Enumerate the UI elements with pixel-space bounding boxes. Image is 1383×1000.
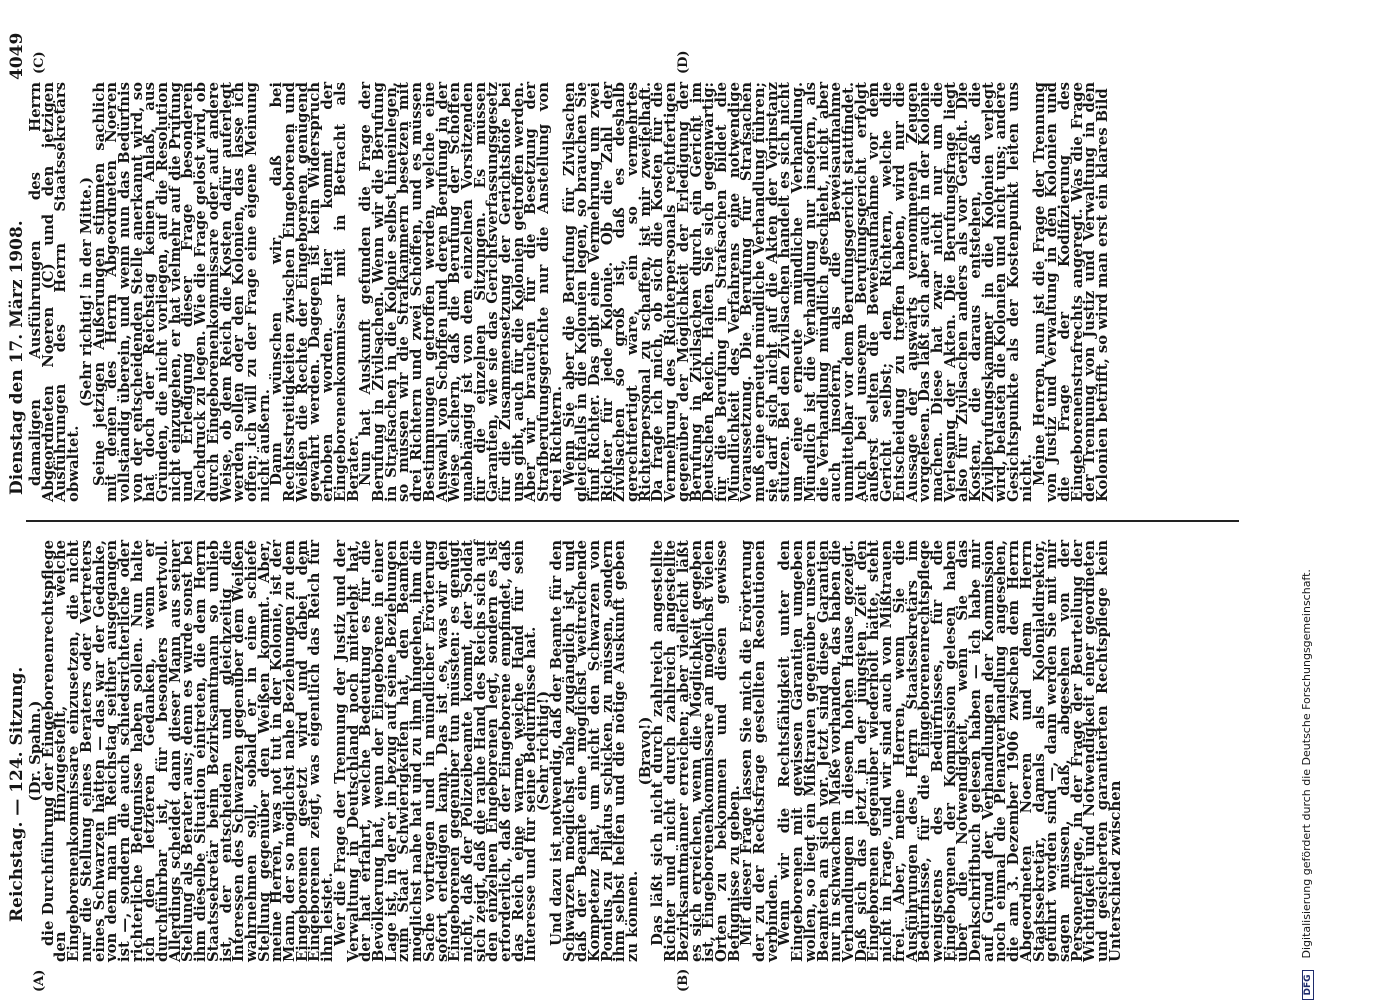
- margin-mark-c: (C): [32, 51, 47, 74]
- dfg-logo-badge: DFG: [1302, 970, 1314, 1000]
- paragraph: Das läßt sich nicht durch zahlreich angestellte Richter und nicht durch zahlreich angestellte Bezirksamtmänner erreichen; aber vielleicht läßt es sich erreichen, wenn die Möglichkeit gegeben ist, Eingeborenenkommissare an möglichst vielen Orten zu bekommen und diesen gewisse Befugnisse zu geben.: [649, 540, 743, 962]
- digitization-note: [1300, 0, 1314, 1000]
- paragraph: Wenn wir die Rechtsfähigkeit unter den Eingeborenen mit gewissen Garantien umgeben wollen, so liegt ein Mißtrauen gegenüber unseren Beamten an sich vor. Jetzt sind diese Garantien nur in schwachem Maße vorhanden, das haben die Verhandlungen in diesem hohen Hause gezeigt. Daß sich das jetzt in der jüngsten Zeit den Eingeborenen gegenüber wiederholt hätte, steht nicht in Frage, und wir sind auch von Mißtrauen frei. Aber, meine Herren, wenn Sie die Ausführungen des Herrn Staatssekretärs im Bedürfnisse, für die Eingeborenenrechtspflege wenigstens des Bedürfnisses, für die Eingeborenen der Kommission gelesen haben über die Notwendigkeit, wenn Sie das Denkschriftbuch gelesen haben — ich habe mir auf Grund der Verhandlungen der Kommission noch einmal die Plenarverhandlung angesehen, die am 3. Dezember 1906 zwischen dem Herrn Abgeordneten Noeren und dem Herrn Staatssekretär, damals als Kolonialdirektor, geführt worden sind —, dann werden Sie mit mir sagen müssen, daß, abgesehen von der Personenfrage, in der Frage der Beurteilung der Wichtigkeit und Notwendigkeit einer geordneten und gesicherten garantierten Rechtspflege kein Unterschied zwischen: [776, 540, 1124, 962]
- paragraph: damaligen Ausführungen des Herrn Abgeordneten Noeren (C) und den jetzigen Ausführungen des Herrn Staatssekretärs obwaltet.: [27, 82, 83, 502]
- margin-mark-b: (B): [676, 968, 691, 992]
- margin-mark-a: (A): [32, 969, 47, 992]
- interjection: (Sehr richtig!): [535, 690, 553, 812]
- paragraph: Dann wünschen wir, daß bei Rechtsstreitigkeiten zwischen Eingeborenen und Weißen die Rechte der Eingeborenen genügend gewahrt werden. Dagegen ist kein Widerspruch erhoben worden. Hier kommt der Eingeborenenkommissar mit in Betracht als Berater.: [268, 82, 362, 502]
- margin-mark-d: (D): [676, 50, 691, 74]
- column-divider: [26, 520, 1239, 522]
- interjection: (Sehr richtig! in der Mitte.): [77, 177, 95, 407]
- running-header-date: Dienstag den 17. März 1908.: [7, 220, 27, 495]
- paragraph: die Durchführung der Eingeborenenrechtspflege den Hinzugestellt, welche Eingeborenenkommissare einzusetzen, die nicht nur die Stellung eines Beraters oder Vertreters eines Schwarzen hätten — das war der Gedanke, von dem man im Reichstag seither ausgegangen ist —, sondern die auch schiedsrichterliche oder richterliche Befugnisse haben sollen. Nun halte ich den letzteren Gedanken, wenn er durchführbar ist, für besonders wertvoll. Allerdings scheidet dann dieser Mann aus seiner Stellung als Berater aus; denn es würde sonst bei ihm dieselbe Situation eintreten, die dem Herrn Staatssekretär beim Bezirksamtmann so unlieb ist, der entscheiden und gleichzeitig die Interessen des Schwarzen gegenüber dem Weißen wahrnehmen soll, sobald er in eine schiefe Stellung gegenüber den Weißen kommt. Aber, meine Herren, was not tut in der Kolonie, ist der Mann, der so möglichst nahe Beziehungen zu dem Eingeborenen gesetzt wird und dabei dem Eingeborenen zeigt, was eigentlich das Reich für ihn leistet.: [39, 540, 337, 962]
- left-column: [27, 540, 1238, 962]
- running-header-title: Reichstag. — 124. Sitzung.: [7, 666, 27, 922]
- right-column: [27, 81, 1238, 502]
- interjection: (Bravo!): [636, 716, 654, 786]
- page-number: 4049: [7, 32, 27, 80]
- paragraph: Und dazu ist notwendig, daß der Beamte für den Schwarzen möglichst nahe zugänglich ist, und daß der Beamte eine möglichst weitreichende Kompetenz hat, um nicht den Schwarzen von Pontius zu Pilatus schicken zu müssen, sondern ihm selbst helfen und die nötige Auskunft geben zu können.: [547, 540, 642, 962]
- speaker-label: (Dr. Spahn.): [27, 700, 44, 802]
- digitization-note-text: Digitalisierung gefördert durch die Deutsche Forschungsgemeinschaft.: [1300, 569, 1313, 959]
- paragraph: Nun hat Auskunft gefunden die Frage der Berufung in Zivilsachen. Wenn wir die Berufung in Strafsachen in die Kolonie selbst hineinlegen, so müssen wir die Strafkammern besetzen mit drei Richtern und zwei Schöffen, und es müssen Bestimmungen getroffen werden, welche eine Auswahl von Schöffen und deren Berufung in der Weise sichern, daß die Berufung der Schöffen unabhängig ist von dem einzelnen Vorsitzenden für die einzelnen Sitzungen. Es müssen Garantien, wie sie das Gerichtsverfassungsgesetz für die Zusammensetzung der Gerichtshöfe bei uns gibt, auch für die Kolonien getroffen werden. Aber wir brauchen für die Besetzung der Strafberufungsgerichte nur die Anstellung von drei Richtern.: [357, 82, 565, 502]
- paragraph: Wer die Frage der Trennung der Justiz und der Verwaltung in Deutschland noch miterlebt hat, der hat erfahrt, welche Bedeutung es für die Bevölkerung hat, wenn der Eingeborene in einer Lage ist, in der er in bezug auf seine Beziehungen zum Staat Schwierigkeiten hat, den Beamten möglichst nahe hat und zu ihm hingehen, ihm die Sache vortragen und in mündlicher Erörterung sofort erledigen kann. Das ist es, was wir den Eingeborenen gegenüber tun müssten: es genügt nicht, daß der Polizeibeamte kommt, der Soldat sich zeigt, daß die rauhe Hand des Reichs sich auf den einzelnen Eingeborenen legt, sondern es ist erforderlich, daß der Eingeborene empfindet, daß das Reich eine warme, weiche Hand für sein Interesse und für seine Bedürfnisse hat.: [331, 540, 540, 962]
- paragraph: Wenn Sie aber die Berufung für Zivilsachen gleichfalls in die Kolonien legen, so brauchen Sie fünf Richter. Das gibt eine Vermehrung um zwei Richter für jede Kolonie. Ob die Zahl der Zivilsachen so groß ist, daß es deshalb gerechtfertigt wäre, ein so vermehrtes Richterpersonal zu schaffen, ist mir zweifelhaft. Da frage ich mich, ob sich die Kosten für die Vermehrung des Richterpersonals rechtfertigen gegenüber der Möglichkeit der Erledigung der Berufung in Zivilsachen durch ein Gericht im Deutschen Reich. Halten Sie sich gegenwärtig: für die Berufung in Strafsachen bildet die Mündlichkeit des Verfahrens eine notwendige Voraussetzung. Die Berufung für Strafsachen muß eine erneute mündliche Verhandlung führen; sie darf sich nicht auf die Akten der Vorinstanz stützen. Bei den Zivilsachen handelt es sich nicht um eine erneute mündliche Verhandlung. Mündlich ist die Verhandlung nur insofern, als die Verhandlung mündlich geschieht, nicht aber auch insofern, als die Beweisaufnahme unmittelbar vor dem Berufungsgericht stattfindet. Auch bei unserem Berufungsgericht erfolgt äußerst selten die Beweisaufnahme vor dem Gericht selbst; den Richtern, welche die Entscheidung zu treffen haben, wird nur die Aussage der auswärts vernommenen Zeugen vorgelesen. Das läßt sich aber auch in der Kolonie machen. Diese hat zwar nicht nur um die Verlesung der Akten. Die Berufungsfrage liegt also für Zivilsachen anders als vor Gericht. Die Kosten, die daraus entstehen, daß die Zivilberufungskammer in die Kolonien verlegt wird, belasten die Kolonien und nicht uns; andere Gesichtspunkte als der Kostenpunkt leiten uns nicht.: [560, 81, 1035, 502]
- paragraph: Meine Herren, nun ist die Frage der Trennung von Justiz und Verwaltung in den Kolonien und die Frage der Kodifizierung des Eingeborenenstrafrechts angeregt. Was die Frage der Trennung von Justiz und Verwaltung in den Kolonien betrifft, so wird man erst ein klares Bild: [1030, 82, 1112, 502]
- paragraph: Mit dieser Frage lassen Sie mich die Erörterung der zu der Rechtsfrage gestellten Resolutionen verbinden.: [738, 540, 781, 962]
- paragraph: Seine jetzigen Äußerungen stimmen sachlich mit denen des Herrn Abgeordneten Noeren vollständig überein, und wenn nun das Bedürfnis von der entscheidenden Stelle anerkannt wird, so hat doch der Reichstag keinen Anlaß, aus Gründen, die nicht vorliegen, auf die Resolution nicht einzugehen, er hat vielmehr auf die Prüfung und Erledigung dieser Frage besonderen Nachdruck zu legen. Wie die Frage gelöst wird, ob durch Eingeborenenkommissare oder auf andere Weise, ob dem Reich die Kosten dafür auferlegt werden sollen oder den Kolonien, das lasse ich offen; ich will zu der Frage eine eigene Meinung nicht äußern.: [90, 82, 273, 502]
